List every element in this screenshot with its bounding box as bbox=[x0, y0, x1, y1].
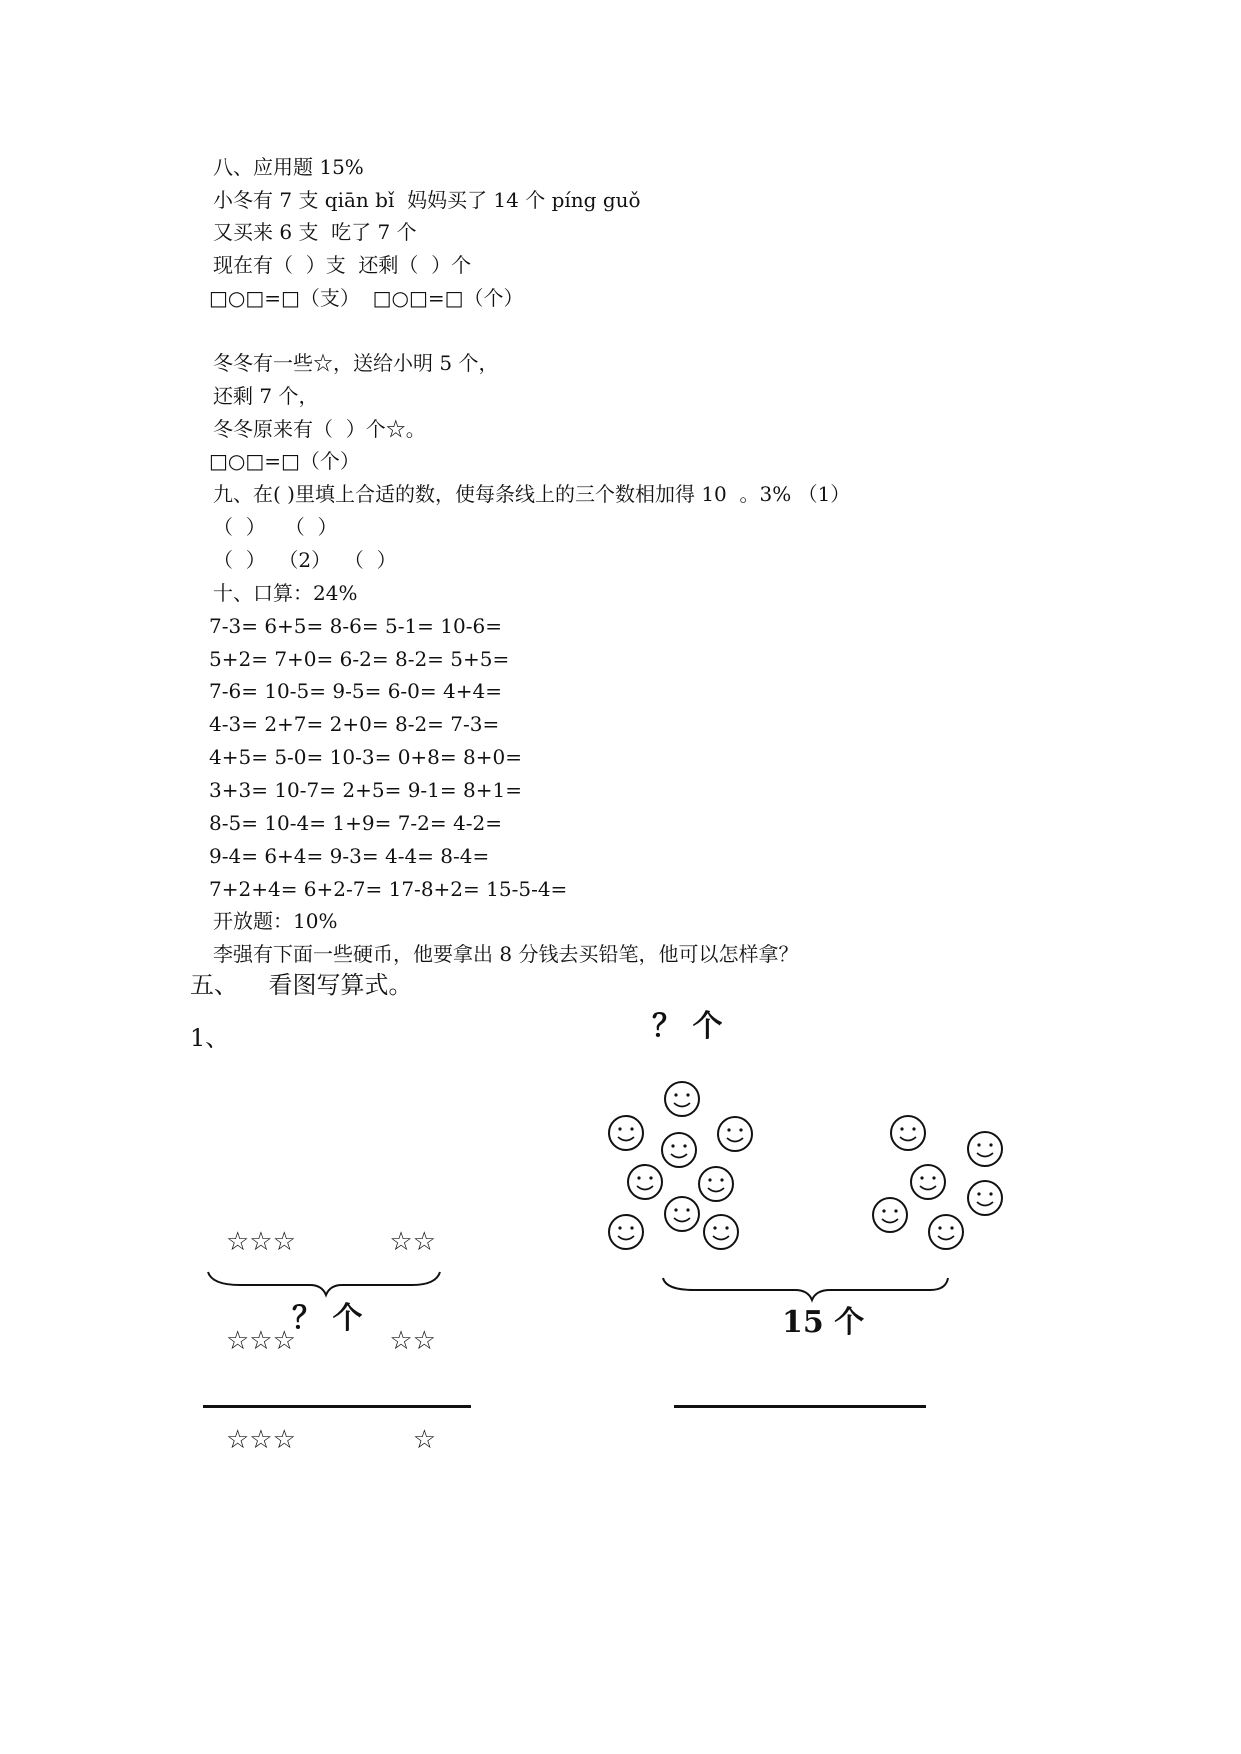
smiley-face-icon bbox=[968, 1132, 1002, 1166]
problem1-line2: 又买来 6 支 吃了 7 个 bbox=[213, 220, 417, 244]
brace-left bbox=[208, 1272, 440, 1295]
section10-title: 十、口算：24% bbox=[213, 581, 358, 605]
section8-title: 八、应用题 15% bbox=[213, 155, 364, 179]
problem2-equation: □○□=□（个） bbox=[209, 449, 360, 473]
section5-title: 五、 看图写算式。 bbox=[190, 971, 413, 999]
problem1-equation: □○□=□（支） □○□=□（个） bbox=[209, 286, 524, 310]
section9-title: 九、在( )里填上合适的数，使每条线上的三个数相加得 10 。3% （1） bbox=[213, 482, 851, 506]
left-total-label: ？ 个 bbox=[292, 1301, 363, 1336]
star-row: ☆☆☆ bbox=[226, 1227, 296, 1257]
smiley-face-icon bbox=[609, 1215, 643, 1249]
brace-right bbox=[663, 1278, 948, 1300]
item-number: 1、 bbox=[190, 1024, 230, 1052]
star-row: ☆☆☆ bbox=[226, 1326, 296, 1356]
section9-row2: （ ） （2） （ ） bbox=[213, 548, 397, 572]
star-row: ☆ bbox=[412, 1425, 436, 1455]
problem2-line2: 还剩 7 个， bbox=[213, 384, 319, 408]
smiley-face-icon bbox=[968, 1181, 1002, 1215]
smiley-face-icon bbox=[665, 1197, 699, 1231]
mental-math-row: 4-3= 2+7= 2+0= 8-2= 7-3= bbox=[209, 712, 500, 736]
star-row: ☆☆☆ bbox=[226, 1425, 296, 1455]
smiley-face-icon bbox=[704, 1215, 738, 1249]
problem2-line1: 冬冬有一些☆，送给小明 5 个， bbox=[213, 351, 499, 375]
smiley-face-icon bbox=[665, 1082, 699, 1116]
right-top-label: ？ 个 bbox=[652, 1009, 723, 1044]
smiley-face-icon bbox=[699, 1167, 733, 1201]
right-bottom-label: 15 个 bbox=[782, 1305, 865, 1340]
smiley-face-icon bbox=[718, 1117, 752, 1151]
mental-math-row: 7-3= 6+5= 8-6= 5-1= 10-6= bbox=[209, 614, 502, 638]
smiley-face-icon bbox=[929, 1215, 963, 1249]
mental-math-row: 7-6= 10-5= 9-5= 6-0= 4+4= bbox=[209, 679, 502, 703]
problem2-line3: 冬冬原来有（ ）个☆。 bbox=[213, 417, 426, 441]
smiley-face-icon bbox=[609, 1116, 643, 1150]
star-row: ☆☆ bbox=[389, 1326, 436, 1356]
smiley-face-icon bbox=[891, 1116, 925, 1150]
mental-math-row: 4+5= 5-0= 10-3= 0+8= 8+0= bbox=[209, 745, 522, 769]
open-question-text: 李强有下面一些硬币，他要拿出 8 分钱去买铅笔，他可以怎样拿？ bbox=[213, 942, 799, 966]
section9-row1: （ ） （ ） bbox=[213, 515, 338, 539]
mental-math-row: 5+2= 7+0= 6-2= 8-2= 5+5= bbox=[209, 647, 510, 671]
mental-math-row: 3+3= 10-7= 2+5= 9-1= 8+1= bbox=[209, 778, 522, 802]
smiley-face-icon bbox=[662, 1133, 696, 1167]
star-row: ☆☆ bbox=[389, 1227, 436, 1257]
smiley-face-icon bbox=[628, 1165, 662, 1199]
answer-line-left bbox=[203, 1405, 471, 1408]
mental-math-row: 8-5= 10-4= 1+9= 7-2= 4-2= bbox=[209, 811, 502, 835]
smiley-face-icon bbox=[911, 1165, 945, 1199]
answer-line-right bbox=[674, 1405, 926, 1408]
mental-math-row: 7+2+4= 6+2-7= 17-8+2= 15-5-4= bbox=[209, 877, 568, 901]
problem1-line1: 小冬有 7 支 qiān bǐ 妈妈买了 14 个 píng guǒ bbox=[213, 188, 641, 212]
open-question-title: 开放题：10% bbox=[213, 909, 338, 933]
problem1-line3: 现在有（ ）支 还剩（ ）个 bbox=[213, 253, 472, 277]
smiley-face-icon bbox=[873, 1198, 907, 1232]
mental-math-row: 9-4= 6+4= 9-3= 4-4= 8-4= bbox=[209, 844, 490, 868]
